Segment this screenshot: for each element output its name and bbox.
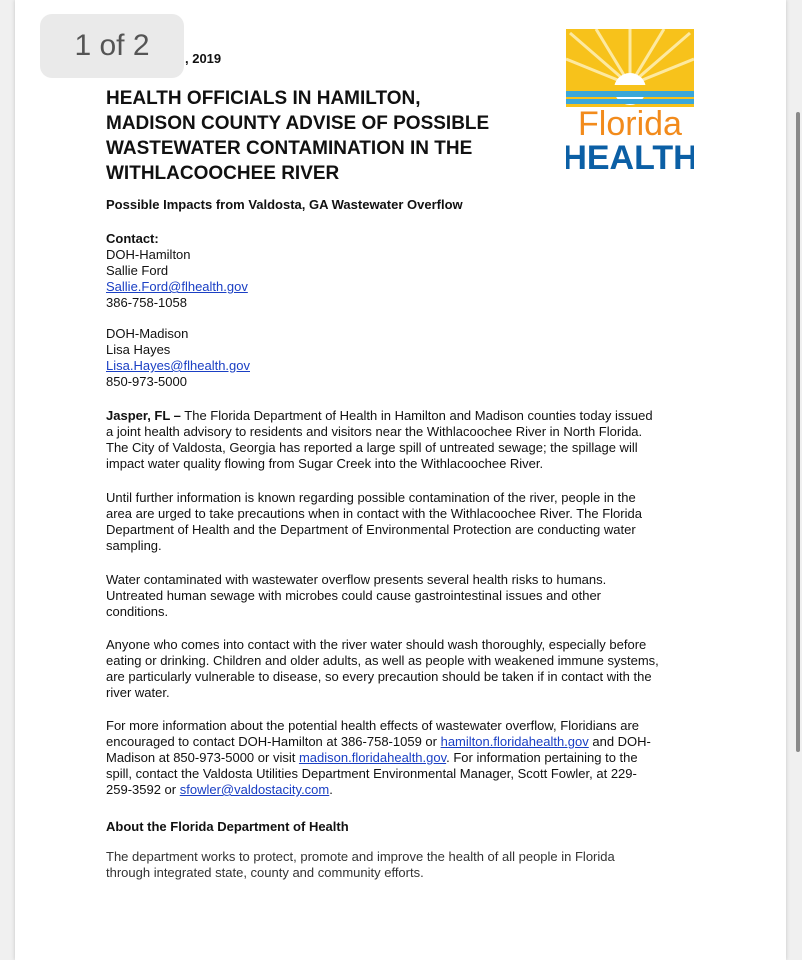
subheading: Possible Impacts from Valdosta, GA Wastewater Overflow: [106, 197, 463, 212]
contact-org: DOH-Hamilton: [106, 247, 191, 262]
paragraph-text: 259-3592 or: [106, 782, 180, 797]
headline-line: WITHLACOOCHEE RIVER: [106, 163, 340, 184]
fowler-email-link[interactable]: sfowler@valdostacity.com: [179, 782, 330, 797]
paragraph-5: [106, 718, 706, 798]
headline: [106, 86, 546, 186]
logo-word-florida: Florida: [578, 105, 682, 143]
paragraph-line: Anyone who comes into contact with the river water should wash thoroughly, especially before: [106, 637, 647, 652]
paragraph-text: encouraged to contact DOH-Hamilton at 386-758-1059 or: [106, 734, 441, 749]
paragraph-line: area are urged to take precautions when in contact with the Withlacoochee River. The Florida: [106, 506, 642, 521]
paragraph-3: [106, 572, 706, 620]
release-date: , 2019: [185, 51, 222, 66]
paragraph-text: .: [329, 782, 333, 797]
paragraph-line: conditions.: [106, 604, 169, 619]
paragraph-line: spill, contact the Valdosta Utilities Department Environmental Manager, Scott Fowler, at 229-: [106, 766, 637, 781]
paragraph-line: The City of Valdosta, Georgia has reported a large spill of untreated sewage; the spillage will: [106, 440, 638, 455]
paragraph-line: Until further information is known regarding possible contamination of the river, people in the: [106, 490, 636, 505]
contact-name: Sallie Ford: [106, 263, 169, 278]
paragraph-4: [106, 637, 706, 701]
contact-name: Lisa Hayes: [106, 342, 171, 357]
paragraph-1: [106, 408, 706, 472]
paragraph-line: impact water quality flowing from Sugar Creek into the Withlacoochee River.: [106, 456, 544, 471]
paragraph-line: The department works to protect, promote and improve the health of all people in Florida: [106, 849, 615, 864]
paragraph-text: The Florida Department of Health in Hamilton and Madison counties today issued: [180, 408, 653, 423]
headline-line: WASTEWATER CONTAMINATION IN THE: [106, 138, 473, 159]
contact-label: Contact:: [106, 231, 159, 246]
scrollbar[interactable]: [796, 112, 800, 752]
contact-email-link[interactable]: Sallie.Ford@flhealth.gov: [106, 279, 248, 294]
paragraph-line: Untreated human sewage with microbes could cause gastrointestinal issues and other: [106, 588, 601, 603]
paragraph-line: Department of Health and the Department of Environmental Protection are conducting water: [106, 522, 636, 537]
paragraph-line: For more information about the potential health effects of wastewater overflow, Floridians are: [106, 718, 640, 733]
paragraph-line: river water.: [106, 685, 170, 700]
contact-phone: 386-758-1058: [106, 295, 187, 310]
contact-email-link[interactable]: Lisa.Hayes@flhealth.gov: [106, 358, 250, 373]
contact-block-hamilton: [106, 231, 706, 311]
contact-phone: 850-973-5000: [106, 374, 187, 389]
paragraph-text: . For information pertaining to the: [446, 750, 638, 765]
logo-word-health: HEALTH: [566, 139, 694, 173]
paragraph-line: eating or drinking. Children and older adults, as well as people with weakened immune systems,: [106, 653, 659, 668]
about-paragraph: [106, 849, 706, 881]
about-heading: About the Florida Department of Health: [106, 819, 349, 834]
page-indicator: 1 of 2: [40, 14, 184, 78]
madison-website-link[interactable]: madison.floridahealth.gov: [298, 750, 447, 765]
paragraph-line: a joint health advisory to residents and visitors near the Withlacoochee River in North Florida.: [106, 424, 643, 439]
paragraph-line: sampling.: [106, 538, 162, 553]
paragraph-line: are particularly vulnerable to disease, so every precaution should be taken if in contact with the: [106, 669, 652, 684]
dateline: Jasper, FL –: [106, 408, 181, 423]
headline-line: HEALTH OFFICIALS IN HAMILTON,: [106, 88, 421, 109]
paragraph-2: [106, 490, 706, 554]
florida-health-logo: [566, 29, 694, 173]
headline-line: MADISON COUNTY ADVISE OF POSSIBLE: [106, 113, 490, 134]
paragraph-text: and DOH-: [588, 734, 651, 749]
sun-logo-icon: [566, 29, 694, 173]
hamilton-website-link[interactable]: hamilton.floridahealth.gov: [440, 734, 589, 749]
paragraph-line: through integrated state, county and community efforts.: [106, 865, 424, 880]
paragraph-line: Water contaminated with wastewater overflow presents several health risks to humans.: [106, 572, 607, 587]
contact-block-madison: [106, 326, 706, 390]
contact-org: DOH-Madison: [106, 326, 189, 341]
paragraph-text: Madison at 850-973-5000 or visit: [106, 750, 299, 765]
